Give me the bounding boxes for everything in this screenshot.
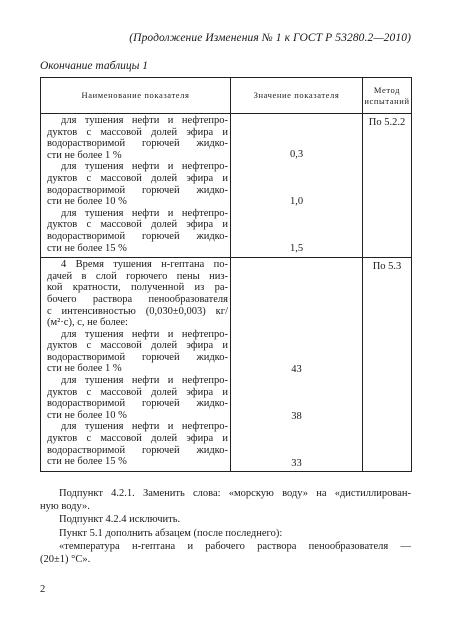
row1-value: 0,3 (289, 149, 304, 160)
table-row (41, 258, 412, 472)
table-cell-line: сти не более 15 % (47, 242, 127, 254)
header-test-method: Метод испытаний (363, 78, 412, 114)
amendment-paragraph: «температура н-гептана и рабочего раствора пенообразователя — (59, 540, 411, 552)
table-cell-line: сти не более 10 % (47, 196, 127, 208)
table-cell-line: для тушения нефти и нефтепро- (61, 328, 228, 340)
table-cell-line: для тушения нефти и нефтепро- (61, 207, 228, 219)
table-cell-line: дуктов с массовой долей эфира и (47, 340, 228, 352)
table-cell-line: (м²·с), с, не более: (47, 317, 128, 329)
row1-text (41, 114, 230, 257)
row1-method-cell (363, 114, 412, 258)
table-cell-line: водорастворимой горючей жидко- (47, 398, 228, 410)
document-header: (Продолжение Изменения № 1 к ГОСТ Р 53280.2—2010) (129, 32, 411, 44)
table-cell-line: сти не более 1 % (47, 149, 122, 161)
table-cell-line: с интенсивностью (0,030±0,003) кг/ (47, 305, 228, 317)
table-cell-line: для тушения нефти и нефтепро- (61, 115, 228, 126)
row2-values-cell (231, 258, 363, 472)
row2-method-cell (363, 258, 412, 472)
table-cell-line: для тушения нефти и нефтепро- (61, 421, 228, 433)
amendments-text (40, 487, 411, 566)
row1-value: 1,0 (289, 196, 304, 207)
amendment-paragraph: Подпункт 4.2.1. Заменить слова: «морскую воду» на «дистиллирован- (59, 488, 411, 499)
row1-values-cell (231, 114, 363, 258)
table-cell-line: дуктов с массовой долей эфира и (47, 386, 228, 398)
row2-name-cell (41, 258, 231, 472)
table-caption: Окончание таблицы 1 (40, 60, 148, 72)
table-cell-line: водорастворимой горючей жидко- (47, 138, 228, 150)
table-cell-line: водорастворимой горючей жидко- (47, 444, 228, 456)
table-cell-line: дуктов с массовой долей эфира и (47, 219, 228, 231)
amendment-paragraph: Подпункт 4.2.4 исключить. (59, 514, 181, 526)
table-cell-line: водорастворимой горючей жидко- (47, 351, 228, 363)
row1-value: 1,5 (289, 243, 304, 254)
table-row (41, 114, 412, 258)
row2-value: 38 (291, 411, 302, 423)
table-cell-line: водорастворимой горючей жидко- (47, 184, 228, 196)
row1-method: По 5.2.2 (368, 117, 406, 128)
header-indicator-name: Наименование показателя (41, 78, 231, 114)
row2-text (41, 258, 230, 471)
table-cell-line: сти не более 15 % (47, 456, 127, 468)
table-cell-line: сти не более 1 % (47, 363, 122, 375)
page-number: 2 (40, 584, 46, 595)
table-cell-line: дуктов с массовой долей эфира и (47, 172, 228, 184)
row2-value: 33 (291, 458, 302, 470)
table-cell-line: для тушения нефти и нефтепро- (61, 375, 228, 387)
amendment-paragraph: Пункт 5.1 дополнить абзацем (после последнего): (59, 527, 283, 539)
table-cell-line: бочего раствора пенообразователя (47, 293, 228, 305)
table-cell-line: кой кратности, полученной из ра- (47, 282, 228, 294)
table-header-row (41, 78, 412, 114)
table-cell-line: для тушения нефти и нефтепро- (61, 161, 228, 173)
indicators-table (40, 77, 412, 472)
table-cell-line: дуктов с массовой долей эфира и (47, 433, 228, 445)
table-cell-line: водорастворимой горючей жидко- (47, 230, 228, 242)
table-cell-line: дуктов с массовой долей эфира и (47, 126, 228, 138)
table-cell-line: дачей в слой горючего пены низ- (47, 270, 228, 282)
table-cell-line: 4 Время тушения н-гептана по- (61, 259, 228, 271)
row1-name-cell (41, 114, 231, 258)
row2-value: 43 (291, 364, 302, 376)
amendment-paragraph: (20±1) °С». (40, 554, 91, 566)
row2-method: По 5.3 (372, 261, 402, 273)
header-indicator-value: Значение показателя (231, 78, 363, 114)
amendment-paragraph: ную воду». (40, 501, 90, 513)
table-cell-line: сти не более 10 % (47, 409, 127, 421)
